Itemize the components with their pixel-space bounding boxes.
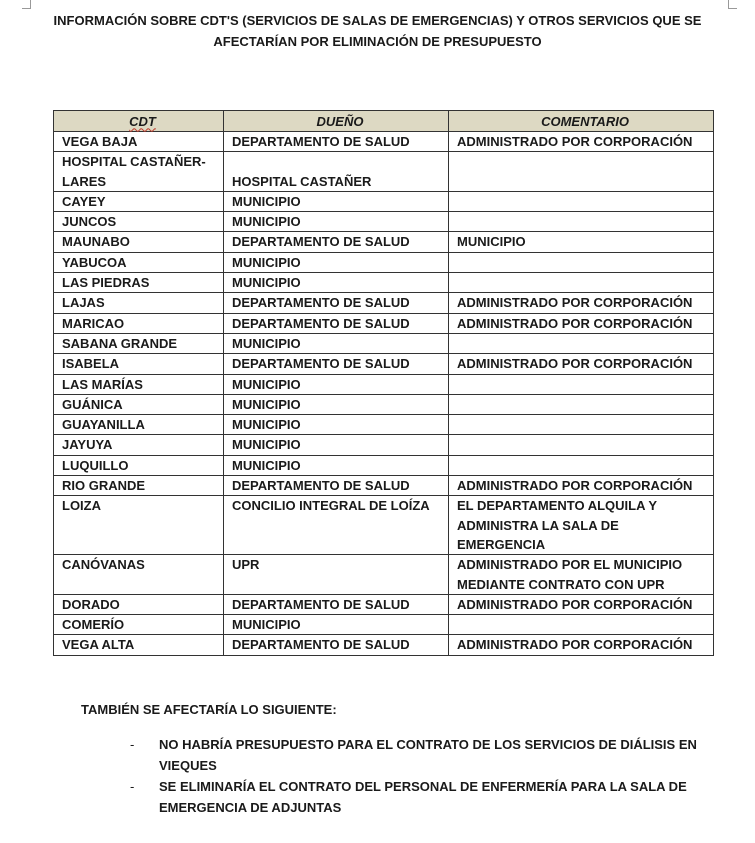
page-margin-corner-right bbox=[728, 0, 737, 9]
table-row bbox=[54, 555, 714, 595]
cell-cdt: VEGA BAJA bbox=[54, 132, 224, 152]
cell-dueno: MUNICIPIO bbox=[224, 374, 449, 394]
cell-dueno: MUNICIPIO bbox=[224, 333, 449, 353]
cell-comentario bbox=[449, 455, 714, 475]
cell-comentario: ADMINISTRADO POR CORPORACIÓN bbox=[449, 635, 714, 655]
cell-cdt: LAJAS bbox=[54, 293, 224, 313]
cell-cdt: LAS PIEDRAS bbox=[54, 273, 224, 293]
table-row bbox=[54, 232, 714, 252]
cell-dueno: CONCILIO INTEGRAL DE LOÍZA bbox=[224, 496, 449, 555]
table-row bbox=[54, 354, 714, 374]
cell-cdt: COMERÍO bbox=[54, 615, 224, 635]
cell-comentario bbox=[449, 252, 714, 272]
cell-cdt: ISABELA bbox=[54, 354, 224, 374]
cell-dueno: DEPARTAMENTO DE SALUD bbox=[224, 232, 449, 252]
table-row bbox=[54, 333, 714, 353]
cell-cdt: RIO GRANDE bbox=[54, 476, 224, 496]
list-item bbox=[130, 734, 710, 776]
cell-comentario: ADMINISTRADO POR CORPORACIÓN bbox=[449, 313, 714, 333]
table-row bbox=[54, 496, 714, 555]
cell-dueno: MUNICIPIO bbox=[224, 252, 449, 272]
cell-comentario: ADMINISTRADO POR CORPORACIÓN bbox=[449, 594, 714, 614]
cell-cdt: GUÁNICA bbox=[54, 394, 224, 414]
list-item-text: SE ELIMINARÍA EL CONTRATO DEL PERSONAL DE ENFERMERÍA PARA LA SALA DE EMERGENCIA DE ADJUNTAS bbox=[159, 779, 687, 815]
cell-cdt: CAYEY bbox=[54, 191, 224, 211]
cell-cdt: MAUNABO bbox=[54, 232, 224, 252]
cell-cdt: LOIZA bbox=[54, 496, 224, 555]
cell-cdt: MARICAO bbox=[54, 313, 224, 333]
page-margin-corner-left bbox=[22, 0, 31, 9]
cell-comentario: ADMINISTRADO POR CORPORACIÓN bbox=[449, 132, 714, 152]
cell-dueno: DEPARTAMENTO DE SALUD bbox=[224, 635, 449, 655]
cell-comentario bbox=[449, 333, 714, 353]
cell-dueno: UPR bbox=[224, 555, 449, 595]
cell-comentario bbox=[449, 152, 714, 192]
cell-cdt: JAYUYA bbox=[54, 435, 224, 455]
cell-comentario bbox=[449, 435, 714, 455]
cell-comentario bbox=[449, 615, 714, 635]
cell-dueno: MUNICIPIO bbox=[224, 615, 449, 635]
cell-comentario: ADMINISTRADO POR CORPORACIÓN bbox=[449, 354, 714, 374]
cell-dueno: DEPARTAMENTO DE SALUD bbox=[224, 313, 449, 333]
cell-comentario bbox=[449, 212, 714, 232]
cell-comentario: MUNICIPIO bbox=[449, 232, 714, 252]
table-row bbox=[54, 476, 714, 496]
cell-dueno: MUNICIPIO bbox=[224, 394, 449, 414]
cell-comentario bbox=[449, 415, 714, 435]
cdt-table bbox=[53, 110, 714, 656]
table-row bbox=[54, 273, 714, 293]
cell-dueno: MUNICIPIO bbox=[224, 191, 449, 211]
table-row bbox=[54, 132, 714, 152]
cell-dueno: DEPARTAMENTO DE SALUD bbox=[224, 293, 449, 313]
cell-comentario: ADMINISTRADO POR EL MUNICIPIO MEDIANTE CONTRATO CON UPR bbox=[449, 555, 714, 595]
table-row bbox=[54, 152, 714, 192]
cell-dueno: DEPARTAMENTO DE SALUD bbox=[224, 594, 449, 614]
cell-cdt: YABUCOA bbox=[54, 252, 224, 272]
table-row bbox=[54, 191, 714, 211]
table-row bbox=[54, 374, 714, 394]
table-row bbox=[54, 212, 714, 232]
cell-cdt: CANÓVANAS bbox=[54, 555, 224, 595]
cell-dueno: DEPARTAMENTO DE SALUD bbox=[224, 476, 449, 496]
cell-dueno: HOSPITAL CASTAÑER bbox=[224, 152, 449, 192]
table-row bbox=[54, 635, 714, 655]
cell-cdt: GUAYANILLA bbox=[54, 415, 224, 435]
cell-dueno: MUNICIPIO bbox=[224, 435, 449, 455]
table-header-row bbox=[54, 111, 714, 132]
cell-dueno: MUNICIPIO bbox=[224, 455, 449, 475]
title-line-2: AFECTARÍAN POR ELIMINACIÓN DE PRESUPUESTO bbox=[213, 34, 542, 49]
table-row bbox=[54, 615, 714, 635]
document-title bbox=[30, 10, 725, 52]
cell-dueno: MUNICIPIO bbox=[224, 212, 449, 232]
table-row bbox=[54, 455, 714, 475]
cell-cdt: HOSPITAL CASTAÑER-LARES bbox=[54, 152, 224, 192]
table-row bbox=[54, 415, 714, 435]
cell-comentario: ADMINISTRADO POR CORPORACIÓN bbox=[449, 476, 714, 496]
cell-cdt: LAS MARÍAS bbox=[54, 374, 224, 394]
table-row bbox=[54, 293, 714, 313]
list-bullet: - bbox=[130, 737, 135, 752]
cell-comentario: ADMINISTRADO POR CORPORACIÓN bbox=[449, 293, 714, 313]
header-comentario: COMENTARIO bbox=[449, 111, 714, 132]
cell-dueno: MUNICIPIO bbox=[224, 273, 449, 293]
list-bullet: - bbox=[130, 779, 135, 794]
cell-dueno: MUNICIPIO bbox=[224, 415, 449, 435]
cell-comentario bbox=[449, 191, 714, 211]
cell-comentario bbox=[449, 273, 714, 293]
cell-dueno: DEPARTAMENTO DE SALUD bbox=[224, 354, 449, 374]
header-cdt: CDT bbox=[54, 111, 224, 132]
table-row bbox=[54, 313, 714, 333]
list-item-text: NO HABRÍA PRESUPUESTO PARA EL CONTRATO DE LOS SERVICIOS DE DIÁLISIS EN VIEQUES bbox=[159, 737, 697, 773]
cell-cdt: DORADO bbox=[54, 594, 224, 614]
cell-cdt: JUNCOS bbox=[54, 212, 224, 232]
cell-dueno: DEPARTAMENTO DE SALUD bbox=[224, 132, 449, 152]
list-item bbox=[130, 776, 710, 818]
title-line-1: INFORMACIÓN SOBRE CDT'S (SERVICIOS DE SALAS DE EMERGENCIAS) Y OTROS SERVICIOS QUE SE bbox=[53, 13, 702, 28]
table-row bbox=[54, 252, 714, 272]
table-row bbox=[54, 594, 714, 614]
header-dueno: DUEÑO bbox=[224, 111, 449, 132]
cell-cdt: VEGA ALTA bbox=[54, 635, 224, 655]
cell-cdt: LUQUILLO bbox=[54, 455, 224, 475]
cell-comentario: EL DEPARTAMENTO ALQUILA Y ADMINISTRA LA SALA DE EMERGENCIA bbox=[449, 496, 714, 555]
cell-comentario bbox=[449, 374, 714, 394]
table-row bbox=[54, 394, 714, 414]
extra-heading: TAMBIÉN SE AFECTARÍA LO SIGUIENTE: bbox=[81, 702, 337, 717]
table-row bbox=[54, 435, 714, 455]
cell-comentario bbox=[449, 394, 714, 414]
extra-list bbox=[130, 734, 710, 818]
cell-cdt: SABANA GRANDE bbox=[54, 333, 224, 353]
